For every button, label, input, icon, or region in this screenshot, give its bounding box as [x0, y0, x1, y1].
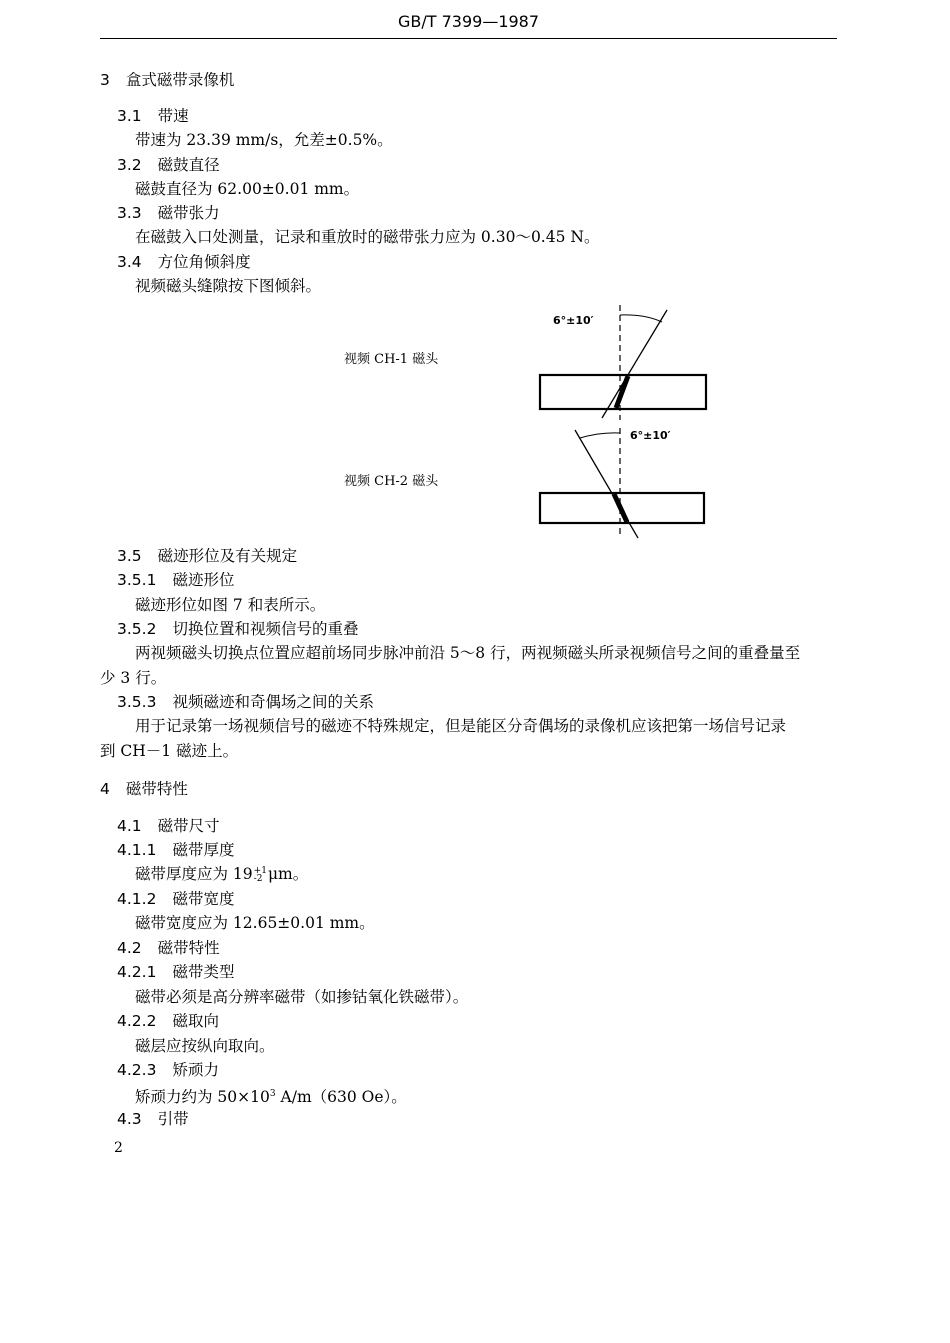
section-4-2-2-body: 磁层应按纵向取向。: [135, 1037, 275, 1055]
section-4-2-1-body: 磁带必须是高分辨率磁带（如掺钴氧化铁磁带）。: [135, 988, 469, 1006]
section-3-4-heading: 3.4 方位角倾斜度: [117, 253, 251, 271]
section-4-1-2-heading: 4.1.2 磁带宽度: [117, 890, 235, 908]
tolerance-upper: +1: [253, 866, 267, 876]
figure-caption-ch1: 视频 CH-1 磁头: [344, 352, 439, 367]
page-number: 2: [114, 1140, 123, 1156]
ch2-tilt-line: [575, 430, 638, 538]
section-4-1-2-body: 磁带宽度应为 12.65±0.01 mm。: [135, 914, 375, 932]
section-4-1-1-body: 磁带厚度应为 19+1 -2 μm。: [135, 865, 309, 884]
section-3-5-3-body-line1: 用于记录第一场视频信号的磁迹不特殊规定，但是能区分奇偶场的录像机应该把第一场信号记录: [135, 717, 787, 735]
section-3-5-2-heading: 3.5.2 切换位置和视频信号的重叠: [117, 620, 359, 638]
azimuth-figure: [520, 300, 720, 540]
section-4-2-3-body: 矫顽力约为 $50\times 10^3$ A/m（630 Oe）。: [135, 1088, 407, 1106]
section-4-2-heading: 4.2 磁带特性: [117, 939, 220, 957]
section-3-5-3-heading: 3.5.3 视频磁迹和奇偶场之间的关系: [117, 693, 374, 711]
section-3-5-heading: 3.5 磁迹形位及有关规定: [117, 547, 298, 565]
section-4-3-heading: 4.3 引带: [117, 1110, 189, 1128]
section-3-2-body: 磁鼓直径为 62.00±0.01 mm。: [135, 180, 360, 198]
section-3-2-heading: 3.2 磁鼓直径: [117, 156, 220, 174]
section-4-2-1-heading: 4.2.1 磁带类型: [117, 963, 235, 981]
section-3-1-body: 带速为 23.39 mm/s，允差±0.5%。: [135, 131, 393, 149]
section-4-1-heading: 4.1 磁带尺寸: [117, 817, 220, 835]
section-3-3-heading: 3.3 磁带张力: [117, 204, 220, 222]
section-4-heading: 4 磁带特性: [100, 780, 188, 798]
figure-caption-ch2: 视频 CH-2 磁头: [344, 474, 439, 489]
section-4-2-3-heading: 4.2.3 矫顽力: [117, 1061, 219, 1079]
section-3-1-heading: 3.1 带速: [117, 107, 189, 125]
section-3-5-1-heading: 3.5.1 磁迹形位: [117, 571, 235, 589]
ch1-angle-label: 6°±10′: [553, 314, 594, 327]
section-3-5-1-body: 磁迹形位如图 7 和表所示。: [135, 596, 326, 614]
section-4-2-2-heading: 4.2.2 磁取向: [117, 1012, 219, 1030]
section-3-4-body: 视频磁头缝隙按下图倾斜。: [135, 277, 322, 295]
section-3-heading: 3 盒式磁带录像机: [100, 71, 235, 89]
ch1-tilt-line: [602, 310, 667, 418]
ch1-angle-arc: [620, 315, 662, 322]
page-header: GB/T 7399—1987: [100, 8, 837, 39]
ch2-angle-label: 6°±10′: [630, 429, 671, 442]
tolerance-lower: -2: [253, 874, 263, 884]
section-3-5-3-body-line2: 到 CH－1 磁迹上。: [100, 742, 239, 760]
section-3-5-2-body-line2: 少 3 行。: [100, 669, 167, 687]
ch2-angle-arc: [580, 433, 620, 438]
section-4-1-1-heading: 4.1.1 磁带厚度: [117, 841, 235, 859]
section-3-5-2-body-line1: 两视频磁头切换点位置应超前场同步脉冲前沿 5～8 行，两视频磁头所录视频信号之间的重叠量至: [135, 644, 801, 662]
section-3-3-body: 在磁鼓入口处测量，记录和重放时的磁带张力应为 0.30～0.45 N。: [135, 228, 600, 246]
